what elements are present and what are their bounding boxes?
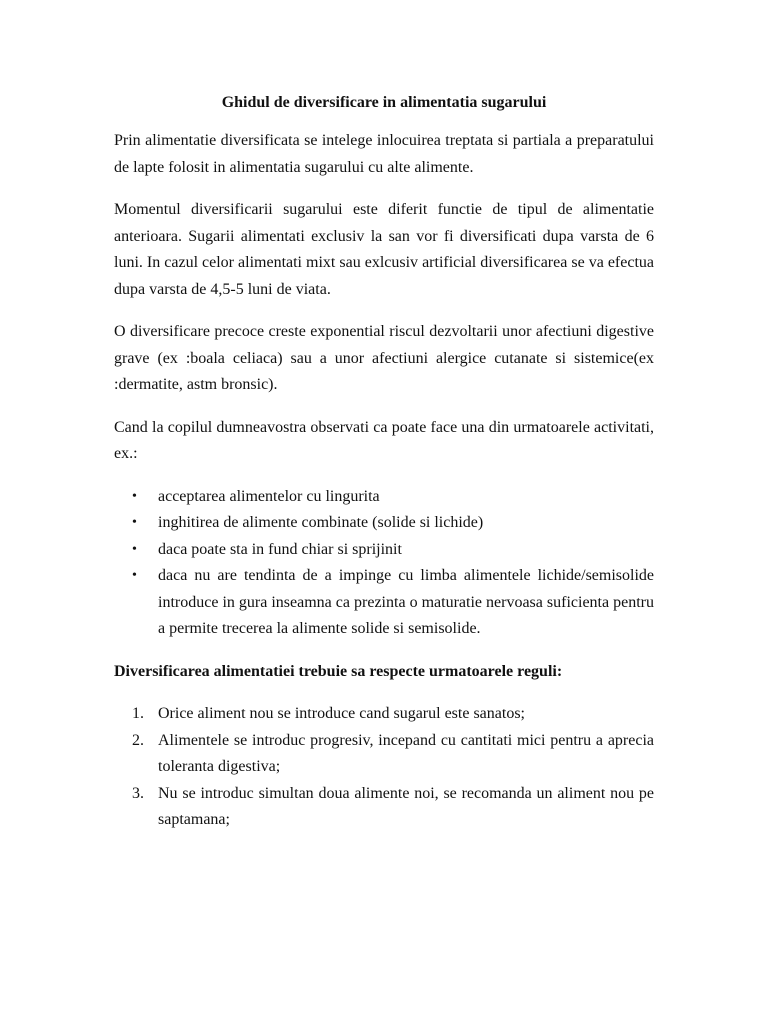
list-item-number: 2. <box>132 731 144 749</box>
list-item-text: acceptarea alimentelor cu lingurita <box>158 487 380 505</box>
list-item-number: 3. <box>132 784 144 802</box>
list-item-text: daca poate sta in fund chiar si sprijinit <box>158 540 402 558</box>
document-title: Ghidul de diversificare in alimentatia sugarului <box>221 94 547 111</box>
list-item <box>114 781 654 834</box>
list-item-text: inghitirea de alimente combinate (solide si lichide) <box>158 514 484 531</box>
list-item-text: daca nu are tendinta de a impinge cu limba alimentele lichide/semisolide introduce in gura inseamna ca prezinta o maturatie nervoasa suficienta pentru a permite trecerea la alimente solide si semisolide. <box>158 567 654 637</box>
list-item-number: 1. <box>132 705 144 722</box>
bullet-icon: • <box>132 488 137 504</box>
paragraph-definition: Prin alimentatie diversificata se intelege inlocuirea treptata si partiala a preparatului de lapte folosit in alimentatia sugarului cu alte alimente. <box>114 132 654 176</box>
list-item <box>114 701 654 728</box>
bullet-icon: • <box>132 541 137 557</box>
paragraph-risk: O diversificare precoce creste exponential riscul dezvoltarii unor afectiuni digestive grave (ex :boala celiaca) sau a unor afectiuni alergice cutanate si sistemice(ex :dermatite, astm bronsic). <box>114 323 654 393</box>
list-item <box>114 537 654 564</box>
paragraph-timing: Momentul diversificarii sugarului este diferit functie de tipul de alimentatie anterioara. Sugarii alimentati exclusiv la san vor fi diversificati dupa varsta de 6 luni. In cazul celor alimentati mixt sau exlcusiv artificial diversificarea se va efectua dupa varsta de 4,5-5 luni de viata. <box>114 201 654 298</box>
list-item <box>114 484 654 511</box>
bullet-icon: • <box>132 515 137 530</box>
signs-bullet-list <box>114 484 654 643</box>
list-item <box>114 728 654 781</box>
rules-numbered-list <box>114 701 654 834</box>
list-item-text: Alimentele se introduc progresiv, incepand cu cantitati mici pentru a aprecia toleranta digestiva; <box>158 731 654 775</box>
list-item-text: Orice aliment nou se introduce cand sugarul este sanatos; <box>158 705 525 722</box>
bullet-icon: • <box>132 568 137 583</box>
list-item <box>114 563 654 643</box>
list-item-text: Nu se introduc simultan doua alimente noi, se recomanda un aliment nou pe saptamana; <box>158 784 654 828</box>
rules-heading: Diversificarea alimentatiei trebuie sa respecte urmatoarele reguli: <box>114 662 563 680</box>
list-item <box>114 510 654 537</box>
paragraph-signs-intro: Cand la copilul dumneavostra observati ca poate face una din urmatoarele activitati, ex.: <box>114 418 654 462</box>
